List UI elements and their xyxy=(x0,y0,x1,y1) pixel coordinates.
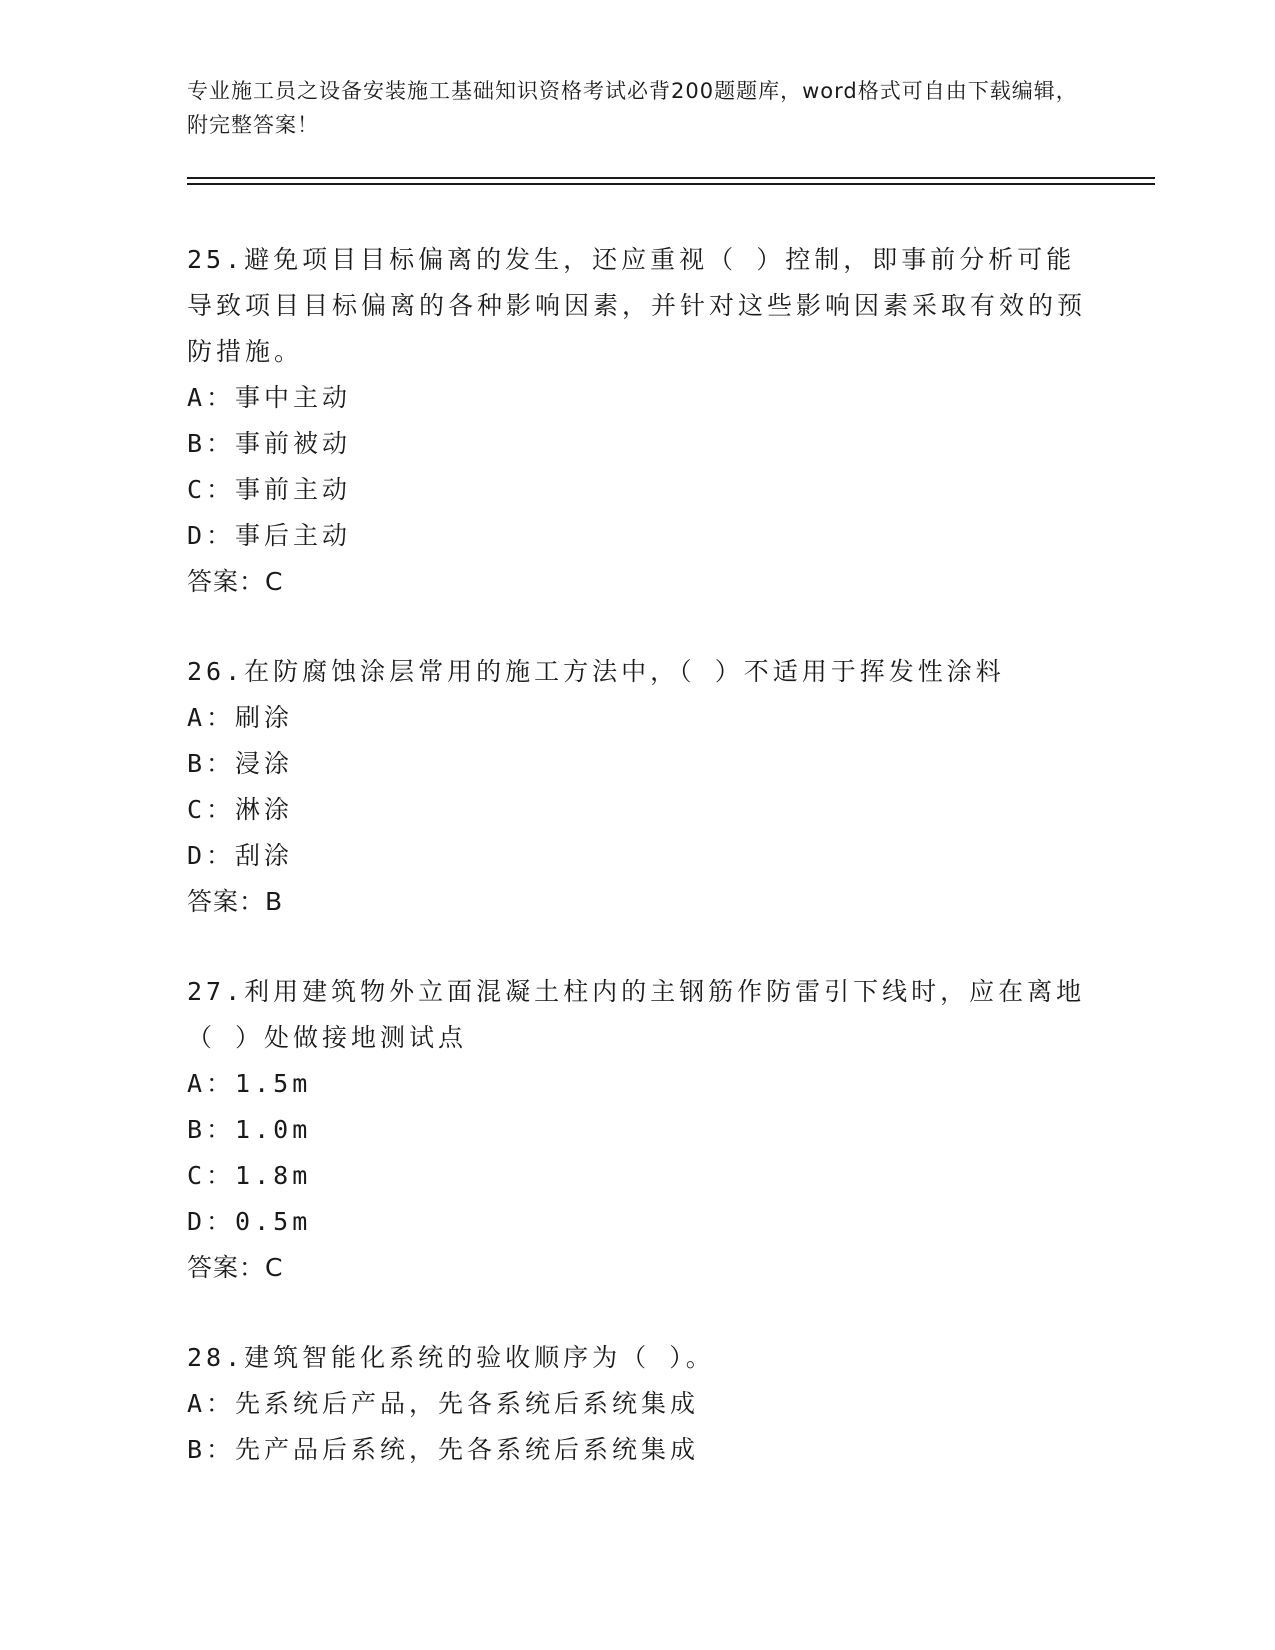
question-28 xyxy=(187,1335,1087,1473)
option-b: B：事前被动 xyxy=(187,429,352,458)
answer: 答案：C xyxy=(187,1253,284,1282)
question-stem: 25.避免项目目标偏离的发生，还应重视（ ）控制，即事前分析可能导致项目目标偏离的各种影响因素，并针对这些影响因素采取有效的预防措施。 xyxy=(187,245,1087,366)
option-a: A：事中主动 xyxy=(187,383,352,412)
option-b: B：1.0m xyxy=(187,1115,312,1144)
option-d: D：0.5m xyxy=(187,1207,312,1236)
document-header: 专业施工员之设备安装施工基础知识资格考试必背200题题库，word格式可自由下载编辑，附完整答案！ xyxy=(187,79,1078,137)
answer: 答案：C xyxy=(187,567,284,596)
question-stem: 27.利用建筑物外立面混凝土柱内的主钢筋作防雷引下线时，应在离地（ ）处做接地测试点 xyxy=(187,977,1086,1052)
question-stem: 28.建筑智能化系统的验收顺序为（ ）。 xyxy=(187,1343,715,1372)
question-27 xyxy=(187,969,1087,1291)
option-d: D：刮涂 xyxy=(187,841,294,870)
header-divider-bottom xyxy=(187,183,1155,185)
header-divider-top xyxy=(187,177,1155,179)
question-list xyxy=(187,237,1087,1517)
option-c: C：1.8m xyxy=(187,1161,312,1190)
option-a: A：刷涂 xyxy=(187,703,294,732)
question-25 xyxy=(187,237,1087,605)
question-stem: 26.在防腐蚀涂层常用的施工方法中，（ ）不适用于挥发性涂料 xyxy=(187,657,1005,686)
option-d: D：事后主动 xyxy=(187,521,352,550)
option-a: A：1.5m xyxy=(187,1069,312,1098)
option-b: B：先产品后系统，先各系统后系统集成 xyxy=(187,1435,700,1464)
answer: 答案：B xyxy=(187,887,284,916)
option-c: C：事前主动 xyxy=(187,475,352,504)
option-a: A：先系统后产品，先各系统后系统集成 xyxy=(187,1389,700,1418)
question-26 xyxy=(187,649,1087,925)
option-c: C：淋涂 xyxy=(187,795,294,824)
option-b: B：浸涂 xyxy=(187,749,294,778)
